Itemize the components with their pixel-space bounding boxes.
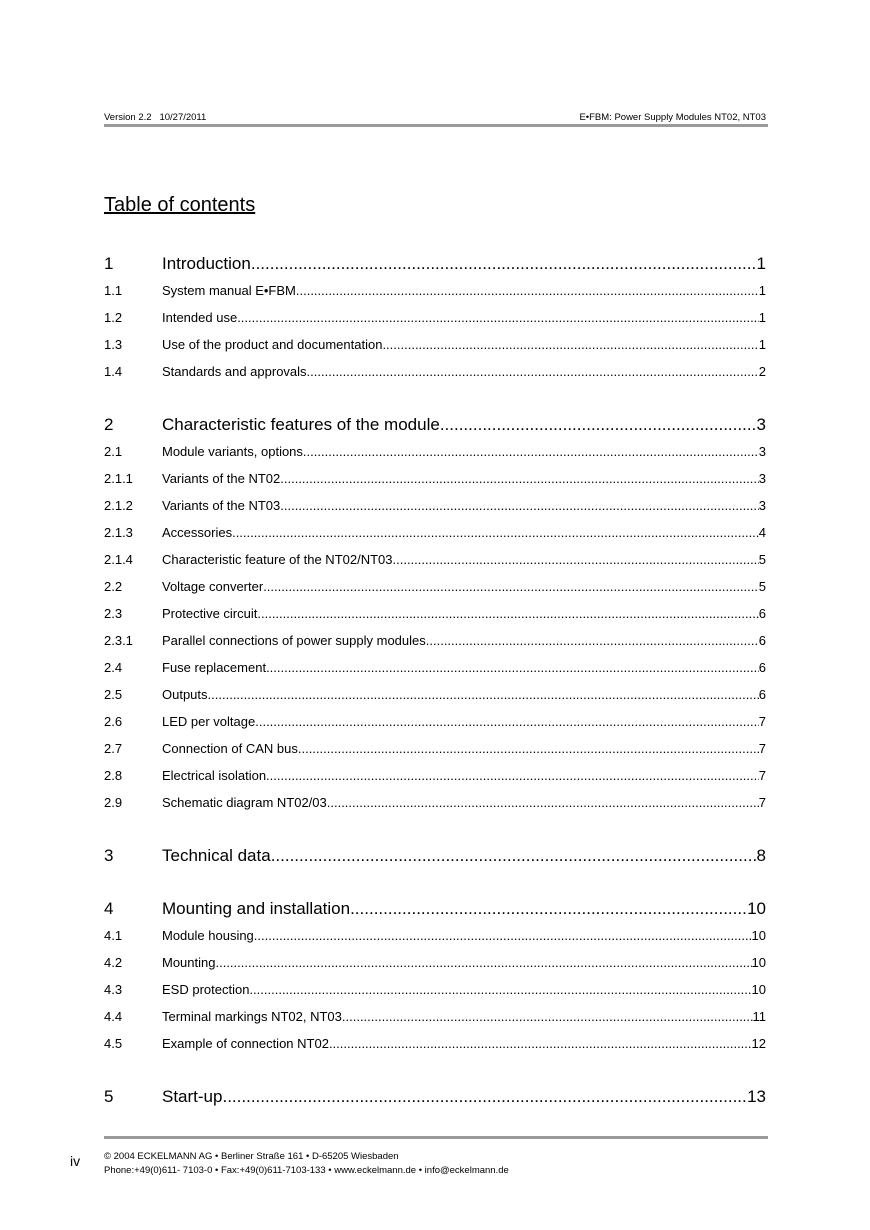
toc-title: Variants of the NT02 (162, 471, 281, 486)
toc-title: Standards and approvals (162, 364, 307, 379)
toc-leader (440, 411, 757, 438)
toc-number: 4.2 (104, 955, 123, 970)
toc-title: Mounting and installation (162, 899, 351, 918)
toc-page: 3 (758, 498, 766, 513)
toc-entry[interactable] (104, 331, 766, 358)
toc-page: 1 (756, 254, 766, 273)
toc-leader (266, 762, 759, 789)
toc-entry[interactable] (104, 735, 766, 762)
toc-leader (251, 250, 757, 277)
toc-title: Parallel connections of power supply modules (162, 633, 426, 648)
toc-entry[interactable] (104, 654, 766, 681)
toc-entry[interactable] (104, 573, 766, 600)
toc-entry[interactable] (104, 976, 766, 1003)
toc-leader (232, 519, 759, 546)
toc-number: 2.3 (104, 606, 123, 621)
toc-leader (280, 465, 759, 492)
toc-leader (255, 708, 759, 735)
toc-number: 2.4 (104, 660, 123, 675)
page-header (104, 112, 766, 123)
toc-entry[interactable] (104, 949, 766, 976)
toc-page: 2 (758, 364, 766, 379)
toc-leader (237, 304, 759, 331)
toc-number: 2 (104, 415, 114, 434)
toc-leader (426, 627, 759, 654)
toc-title: Characteristic feature of the NT02/NT03 (162, 552, 393, 567)
toc-page: 7 (758, 795, 766, 810)
toc-page: 6 (758, 606, 766, 621)
toc-entry[interactable] (104, 465, 766, 492)
toc-leader (307, 358, 759, 385)
toc-chapter[interactable] (104, 895, 766, 922)
toc-leader (215, 949, 751, 976)
toc-entry[interactable] (104, 492, 766, 519)
toc-title: Protective circuit (162, 606, 258, 621)
toc-title: Fuse replacement (162, 660, 267, 675)
toc-leader (254, 922, 752, 949)
toc-entry[interactable] (104, 627, 766, 654)
footer-contact: Phone:+49(0)611- 7103-0 • Fax:+49(0)611-7103-133 • www.eckelmann.de • info@eckelmann.de (104, 1165, 509, 1176)
toc-leader (266, 654, 759, 681)
toc-entry[interactable] (104, 922, 766, 949)
toc-number: 4.4 (104, 1009, 123, 1024)
toc-leader (222, 1083, 747, 1110)
header-doc-title: E•FBM: Power Supply Modules NT02, NT03 (579, 112, 766, 123)
toc-title: System manual E•FBM (162, 283, 296, 298)
toc-number: 2.1.3 (104, 525, 133, 540)
toc-number: 2.8 (104, 768, 123, 783)
toc-number: 2.7 (104, 741, 123, 756)
toc-leader (393, 546, 759, 573)
toc-number: 4 (104, 899, 114, 918)
toc-number: 2.9 (104, 795, 123, 810)
toc-title: Schematic diagram NT02/03 (162, 795, 327, 810)
toc-entry[interactable] (104, 519, 766, 546)
toc-leader (280, 492, 759, 519)
toc-title: Technical data (162, 846, 271, 865)
toc-leader (208, 681, 759, 708)
toc-leader (271, 842, 757, 869)
toc-title: Variants of the NT03 (162, 498, 281, 513)
toc-page: 6 (758, 660, 766, 675)
toc-leader (382, 331, 758, 358)
page-footer (104, 1150, 509, 1178)
toc-leader (298, 735, 759, 762)
toc-entry[interactable] (104, 277, 766, 304)
toc-number: 3 (104, 846, 114, 865)
toc-page: 13 (747, 1087, 766, 1106)
toc-title: Start-up (162, 1087, 223, 1106)
toc-page: 1 (758, 283, 766, 298)
toc-page: 3 (758, 444, 766, 459)
toc-title: Characteristic features of the module (162, 415, 440, 434)
page-title: Table of contents (104, 194, 256, 216)
toc-number: 1 (104, 254, 114, 273)
toc-title: Terminal markings NT02, NT03 (162, 1009, 342, 1024)
toc-entry[interactable] (104, 438, 766, 465)
toc-number: 2.1.4 (104, 552, 133, 567)
toc-page: 12 (751, 1036, 766, 1051)
toc-page: 6 (758, 633, 766, 648)
toc-number: 2.1.2 (104, 498, 133, 513)
toc-number: 2.2 (104, 579, 123, 594)
toc-entry[interactable] (104, 600, 766, 627)
toc-leader (342, 1003, 753, 1030)
toc-title: Mounting (162, 955, 216, 970)
toc-entry[interactable] (104, 358, 766, 385)
toc-title: Electrical isolation (162, 768, 267, 783)
toc-page: 7 (758, 741, 766, 756)
toc-number: 2.6 (104, 714, 123, 729)
toc-number: 4.5 (104, 1036, 123, 1051)
toc-number: 1.1 (104, 283, 123, 298)
toc-page: 3 (756, 415, 766, 434)
toc-title: Module variants, options (162, 444, 303, 459)
toc-leader (263, 573, 759, 600)
toc-leader (303, 438, 759, 465)
toc-title: LED per voltage (162, 714, 256, 729)
toc-entry[interactable] (104, 546, 766, 573)
toc-chapter[interactable] (104, 250, 766, 277)
header-rule (104, 124, 768, 127)
page-number: iv (70, 1153, 81, 1169)
header-version: Version 2.2 10/27/2011 (104, 112, 207, 123)
toc-title: Module housing (162, 928, 254, 943)
toc-title: Outputs (162, 687, 208, 702)
toc-number: 1.2 (104, 310, 123, 325)
toc-title: ESD protection (162, 982, 250, 997)
toc-number: 5 (104, 1087, 114, 1106)
toc-title: Example of connection NT02 (162, 1036, 329, 1051)
toc-number: 2.3.1 (104, 633, 133, 648)
toc-title: Introduction (162, 254, 251, 273)
toc-page: 7 (758, 768, 766, 783)
toc-leader (329, 1030, 752, 1057)
toc-entry[interactable] (104, 789, 766, 816)
toc-page: 10 (747, 899, 766, 918)
toc-page: 10 (751, 955, 766, 970)
toc-number: 2.5 (104, 687, 123, 702)
toc-chapter[interactable] (104, 842, 766, 869)
toc-entry[interactable] (104, 1003, 766, 1030)
toc-entry[interactable] (104, 304, 766, 331)
toc-entry[interactable] (104, 681, 766, 708)
toc-leader (249, 976, 751, 1003)
toc-entry[interactable] (104, 708, 766, 735)
toc-leader (327, 789, 759, 816)
toc-title: Intended use (162, 310, 238, 325)
toc-chapter[interactable] (104, 1083, 766, 1110)
toc-leader (257, 600, 758, 627)
toc-leader (350, 895, 747, 922)
toc-page: 10 (751, 982, 766, 997)
toc-title: Voltage converter (162, 579, 264, 594)
toc-number: 1.4 (104, 364, 123, 379)
toc-title: Accessories (162, 525, 233, 540)
toc-page: 7 (758, 714, 766, 729)
toc-page: 4 (758, 525, 766, 540)
toc-title: Connection of CAN bus (162, 741, 298, 756)
toc-chapter[interactable] (104, 411, 766, 438)
footer-rule (104, 1136, 768, 1139)
toc-number: 4.1 (104, 928, 123, 943)
toc-page: 1 (758, 337, 766, 352)
toc-page: 6 (758, 687, 766, 702)
toc-page: 1 (758, 310, 766, 325)
toc-entry[interactable] (104, 1030, 766, 1057)
toc-page: 3 (758, 471, 766, 486)
toc-page: 8 (756, 846, 766, 865)
toc-number: 1.3 (104, 337, 123, 352)
toc-page: 10 (751, 928, 766, 943)
table-of-contents (104, 250, 766, 1110)
toc-page: 5 (758, 552, 766, 567)
toc-number: 2.1 (104, 444, 123, 459)
toc-leader (296, 277, 759, 304)
toc-page: 11 (752, 1009, 766, 1024)
footer-address: © 2004 ECKELMANN AG • Berliner Straße 161 • D-65205 Wiesbaden (104, 1151, 399, 1162)
toc-number: 4.3 (104, 982, 123, 997)
toc-page: 5 (758, 579, 766, 594)
toc-number: 2.1.1 (104, 471, 133, 486)
toc-title: Use of the product and documentation (162, 337, 383, 352)
toc-entry[interactable] (104, 762, 766, 789)
